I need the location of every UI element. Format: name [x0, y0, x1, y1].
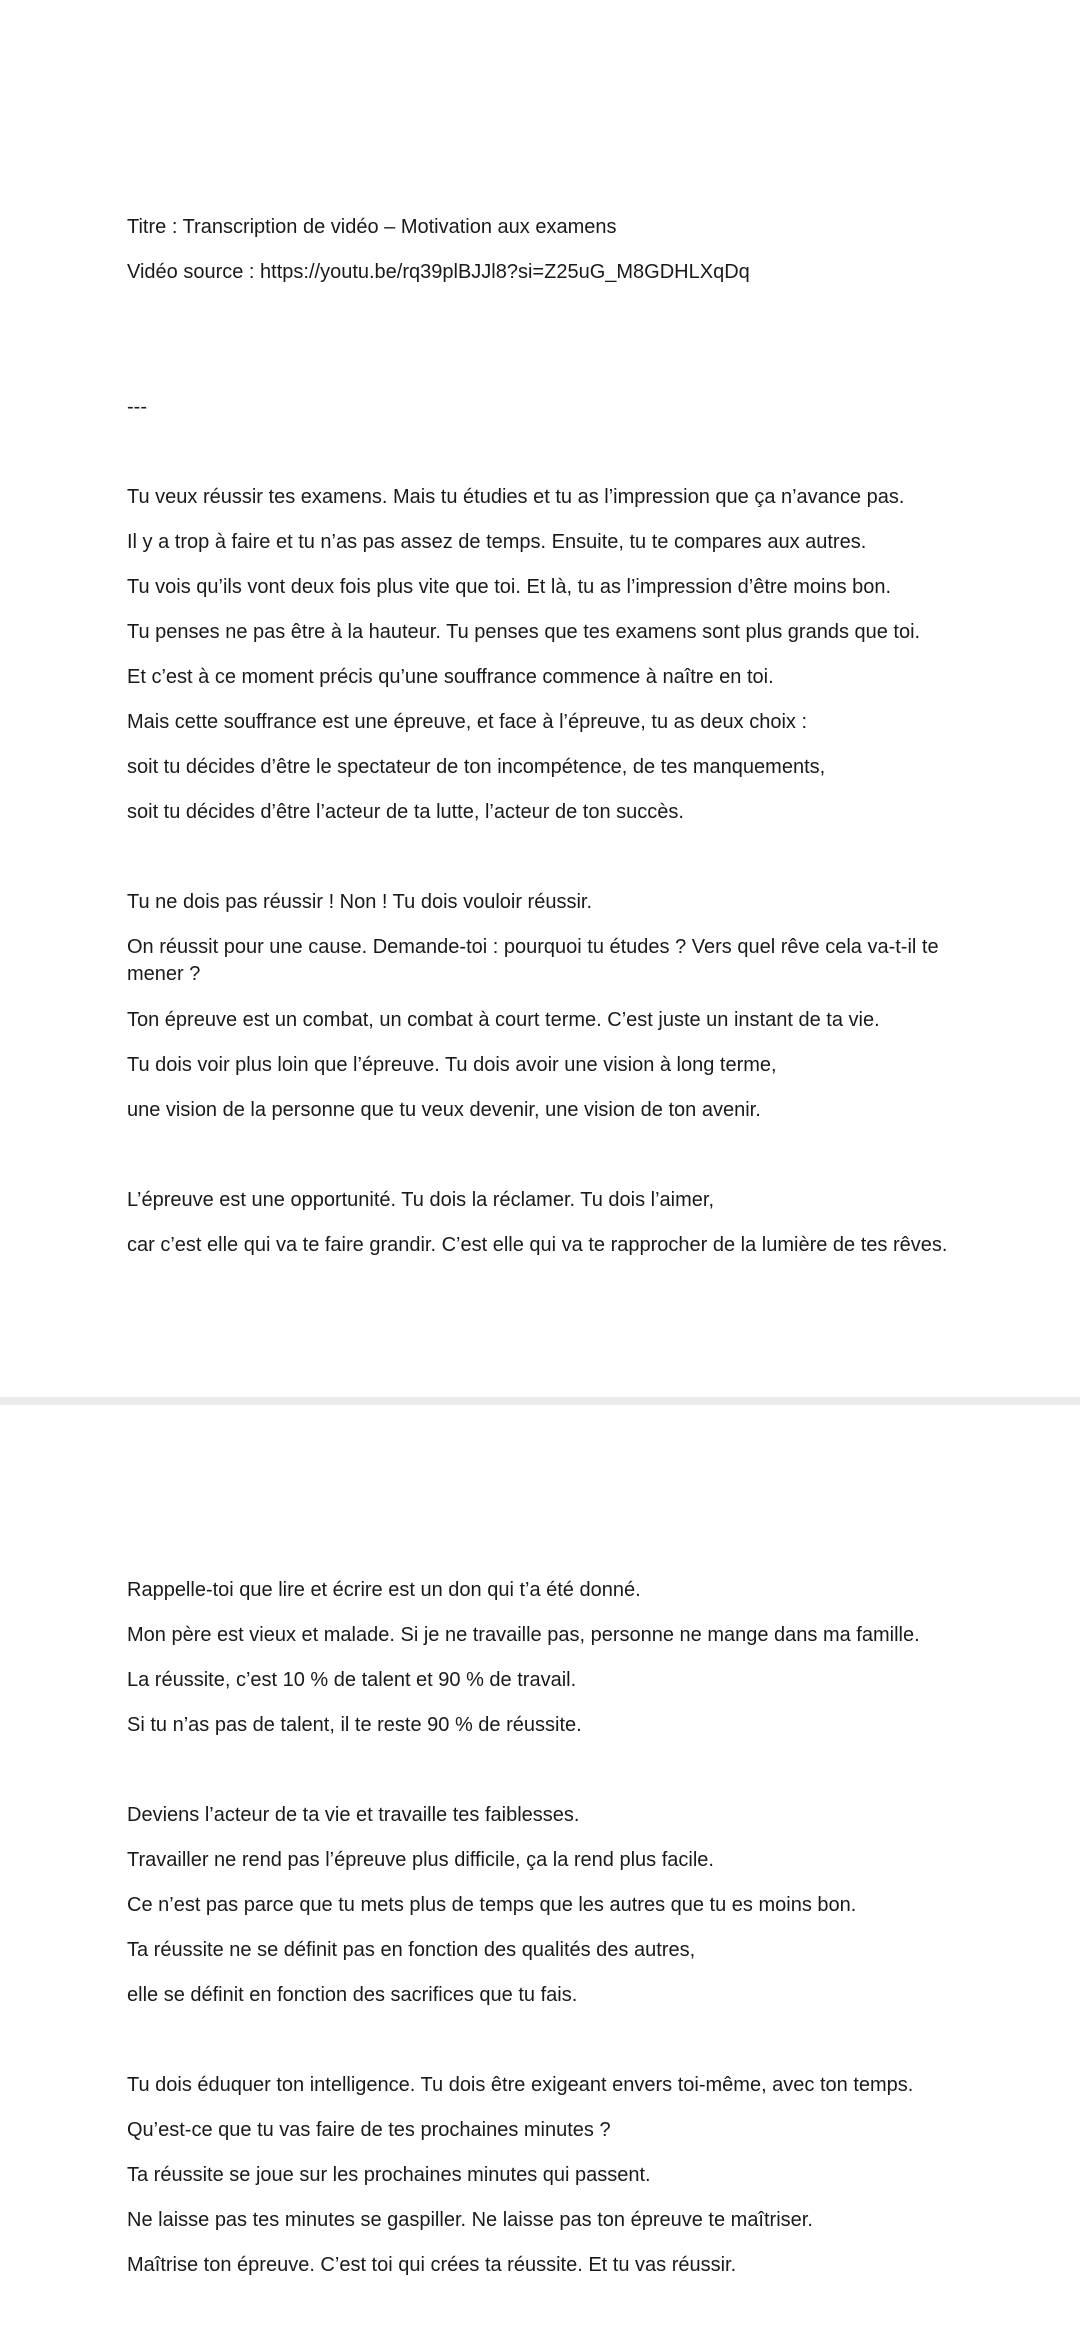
paragraph-line: On réussit pour une cause. Demande-toi : pourquoi tu études ? Vers quel rêve cela va-t-il te mener ?	[127, 936, 939, 985]
video-source-line: Vidéo source : https://youtu.be/rq39plBJJl8?si=Z25uG_M8GDHLXqDq	[127, 261, 750, 283]
paragraph-line: Tu vois qu’ils vont deux fois plus vite que toi. Et là, tu as l’impression d’être moins bon.	[127, 576, 892, 598]
paragraph-line: Ne laisse pas tes minutes se gaspiller. Ne laisse pas ton épreuve te maîtriser.	[127, 2209, 813, 2231]
paragraph-line: Tu dois voir plus loin que l’épreuve. Tu dois avoir une vision à long terme,	[127, 1054, 777, 1076]
separator-line: ---	[127, 396, 147, 418]
paragraph-line: Mon père est vieux et malade. Si je ne travaille pas, personne ne mange dans ma famille.	[127, 1624, 920, 1646]
paragraph-line: Ton épreuve est un combat, un combat à court terme. C’est juste un instant de ta vie.	[127, 1009, 880, 1031]
paragraph-line: Deviens l’acteur de ta vie et travaille tes faiblesses.	[127, 1804, 580, 1826]
paragraph-line: Qu’est-ce que tu vas faire de tes prochaines minutes ?	[127, 2119, 611, 2141]
paragraph-line: une vision de la personne que tu veux devenir, une vision de ton avenir.	[127, 1099, 761, 1121]
paragraph-line: Maîtrise ton épreuve. C’est toi qui crées ta réussite. Et tu vas réussir.	[127, 2254, 737, 2276]
paragraph-line: L’épreuve est une opportunité. Tu dois la réclamer. Tu dois l’aimer,	[127, 1189, 715, 1211]
paragraph-line: Tu veux réussir tes examens. Mais tu étudies et tu as l’impression que ça n’avance pas.	[127, 486, 905, 508]
document-page-2	[0, 1405, 1080, 2340]
paragraph-line: Mais cette souffrance est une épreuve, et face à l’épreuve, tu as deux choix :	[127, 711, 808, 733]
paragraph-line: Rappelle-toi que lire et écrire est un don qui t’a été donné.	[127, 1579, 641, 1601]
paragraph-line: Ta réussite se joue sur les prochaines minutes qui passent.	[127, 2164, 651, 2186]
paragraph-line: Ta réussite ne se définit pas en fonction des qualités des autres,	[127, 1939, 696, 1961]
paragraph-line: Travailler ne rend pas l’épreuve plus difficile, ça la rend plus facile.	[127, 1849, 714, 1871]
paragraph-line: car c’est elle qui va te faire grandir. C’est elle qui va te rapprocher de la lumière de tes rêves.	[127, 1234, 948, 1256]
paragraph-line: Tu dois éduquer ton intelligence. Tu dois être exigeant envers toi-même, avec ton temps.	[127, 2074, 914, 2096]
page-separator	[0, 1397, 1080, 1405]
paragraph-line: Tu penses ne pas être à la hauteur. Tu penses que tes examens sont plus grands que toi.	[127, 621, 921, 643]
paragraph-line: Et c’est à ce moment précis qu’une souffrance commence à naître en toi.	[127, 666, 774, 688]
paragraph-line: La réussite, c’est 10 % de talent et 90 % de travail.	[127, 1669, 577, 1691]
paragraph-line: soit tu décides d’être le spectateur de ton incompétence, de tes manquements,	[127, 756, 826, 778]
paragraph-line: soit tu décides d’être l’acteur de ta lutte, l’acteur de ton succès.	[127, 801, 684, 823]
paragraph-line: Il y a trop à faire et tu n’as pas assez de temps. Ensuite, tu te compares aux autres.	[127, 531, 867, 553]
paragraph-line: Si tu n’as pas de talent, il te reste 90 % de réussite.	[127, 1714, 582, 1736]
paragraph-line: Tu ne dois pas réussir ! Non ! Tu dois vouloir réussir.	[127, 891, 593, 913]
paragraph-line: Ce n’est pas parce que tu mets plus de temps que les autres que tu es moins bon.	[127, 1894, 857, 1916]
paragraph-line: elle se définit en fonction des sacrifices que tu fais.	[127, 1984, 578, 2006]
document-title: Titre : Transcription de vidéo – Motivation aux examens	[127, 216, 617, 238]
